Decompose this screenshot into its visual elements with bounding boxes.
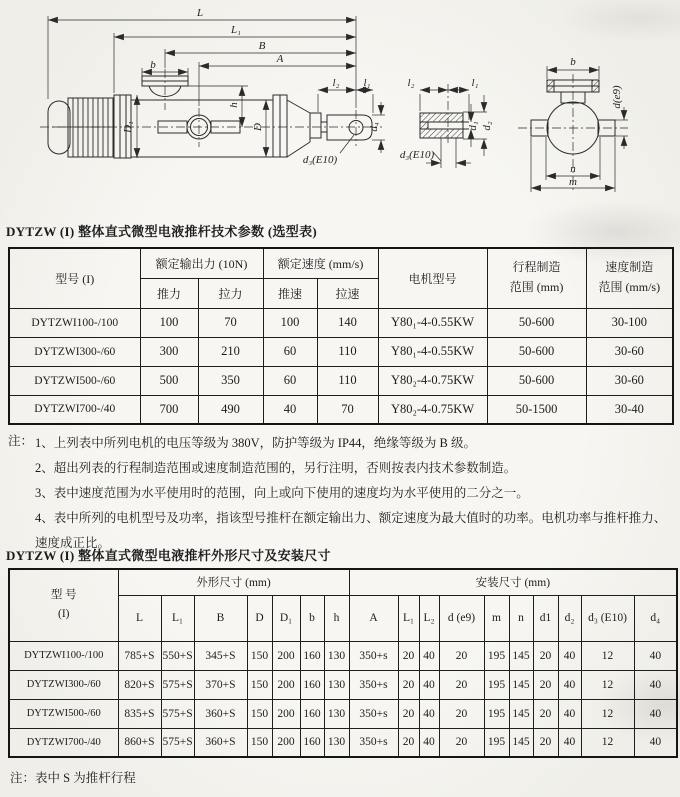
dim-label-l1-section: l₁	[471, 77, 479, 89]
table-cell: Y80₁-4-0.55KW	[378, 308, 487, 337]
speed-range-line1: 速度制造	[605, 260, 654, 275]
dim-label-d2: d₂	[481, 121, 493, 131]
end-view-dimensions	[531, 66, 628, 192]
col-b: b	[300, 595, 324, 641]
table-cell: 20	[439, 641, 484, 670]
dim-label-d1: d₁	[467, 121, 479, 131]
column-header-push-speed: 推速	[263, 278, 317, 308]
table-cell: 40	[419, 641, 439, 670]
table-cell: 20	[533, 699, 558, 728]
table-cell: 360+S	[194, 728, 247, 757]
technical-drawings	[0, 0, 680, 218]
table-cell: 100	[140, 308, 198, 337]
table-cell: 860+S	[118, 728, 161, 757]
note-item-2: 2、超出列表的行程制造范围或速度制造范围的，另行注明，否则按表内技术参数制造。	[35, 461, 517, 475]
table-cell: 40	[558, 699, 581, 728]
table-cell: 350	[198, 366, 263, 395]
column-header-stroke-range	[487, 248, 586, 308]
dim-label-h: h	[228, 102, 240, 108]
table-cell: 200	[272, 699, 300, 728]
table-cell: 50-600	[487, 366, 586, 395]
table-cell: 160	[300, 641, 324, 670]
col-L2: L₂	[419, 595, 439, 641]
dim-label-l1: l₁	[363, 77, 371, 89]
collar	[310, 113, 321, 138]
col-d4: d₄	[634, 595, 677, 641]
model-cell: DYTZWI500-/60	[9, 699, 118, 728]
table-cell: 150	[247, 728, 272, 757]
table-cell: 70	[317, 395, 378, 424]
dim-label-d4: d₄	[368, 122, 380, 132]
table-cell: 30-60	[586, 366, 673, 395]
table-row	[9, 395, 673, 424]
col-h: h	[324, 595, 349, 641]
table-cell: 20	[439, 670, 484, 699]
table-row	[9, 337, 673, 366]
table-cell: 20	[398, 728, 419, 757]
table-cell: 40	[634, 728, 677, 757]
table-cell: 160	[300, 728, 324, 757]
table-row	[9, 641, 677, 670]
col-d3-E10: d₃ (E10)	[581, 595, 634, 641]
table-cell: 30-100	[586, 308, 673, 337]
stroke-range-line2: 范围 (mm)	[509, 280, 564, 295]
motor-end-cap	[48, 101, 70, 154]
column-header-speed-range	[586, 248, 673, 308]
column-header-motor: 电机型号	[378, 248, 487, 308]
notes-block	[8, 431, 674, 556]
table-cell: 145	[509, 641, 533, 670]
table-cell: 20	[533, 641, 558, 670]
model-cell: DYTZWI300-/60	[9, 337, 140, 366]
notes-label: 注：	[8, 434, 34, 448]
table-cell: 145	[509, 699, 533, 728]
table-cell: 300	[140, 337, 198, 366]
section2-heading: DYTZW (I) 整体直式微型电液推杆外形尺寸及安装尺寸	[6, 548, 331, 563]
col-m: m	[484, 595, 509, 641]
table-cell: 140	[317, 308, 378, 337]
model-cell: DYTZWI100-/100	[9, 641, 118, 670]
dim-label-A: A	[276, 53, 284, 65]
table-cell: 40	[558, 670, 581, 699]
table-cell: 40	[419, 670, 439, 699]
table-cell: 130	[324, 670, 349, 699]
col-L: L	[118, 595, 161, 641]
centerlines	[40, 69, 382, 147]
table-cell: 350+s	[349, 699, 398, 728]
table-cell: 20	[533, 670, 558, 699]
dim-label-D1: D₁	[122, 121, 134, 133]
col-D1: D₁	[272, 595, 300, 641]
table-cell: 145	[509, 670, 533, 699]
column-header-speed-group: 额定速度 (mm/s)	[263, 248, 378, 278]
table-cell: 40	[558, 641, 581, 670]
section1-heading: DYTZW (I) 整体直式微型电液推杆技术参数 (选型表)	[6, 224, 318, 239]
table-row	[9, 699, 677, 728]
model-cell: DYTZWI100-/100	[9, 308, 140, 337]
note-item-4: 4、表中所列的电机型号及功率，指该型号推杆在额定输出力、额定速度为最大值时的功率。电机功率与推杆推力、速度成正比。	[35, 511, 667, 550]
table-cell: 40	[634, 670, 677, 699]
dim-label-d3-section: d₃(E10)	[399, 149, 435, 161]
table-header-row	[9, 248, 673, 278]
table-cell: 785+S	[118, 641, 161, 670]
table-cell: 200	[272, 670, 300, 699]
table-cell: 575+S	[161, 699, 194, 728]
dim-label-n: n	[570, 163, 576, 175]
dim-label-b: b	[150, 59, 156, 71]
col-L1: L₁	[161, 595, 194, 641]
spec-table	[8, 247, 674, 425]
group-header-outline-dims: 外形尺寸 (mm)	[118, 569, 349, 595]
col-n: n	[509, 595, 533, 641]
dim-label-L: L	[196, 7, 204, 19]
table-cell: 370+S	[194, 670, 247, 699]
table-cell: 350+s	[349, 670, 398, 699]
column-header-model2	[9, 569, 118, 641]
cone	[287, 100, 310, 157]
column-header-pull-force: 拉力	[198, 278, 263, 308]
dimensions-table	[8, 568, 678, 758]
table-cell: 40	[263, 395, 317, 424]
table-cell: 100	[263, 308, 317, 337]
motor-fins	[73, 98, 108, 157]
table-row	[9, 308, 673, 337]
table-cell: 195	[484, 641, 509, 670]
model-header-line2: (I)	[58, 608, 70, 621]
col-d1: d1	[533, 595, 558, 641]
table-cell: 200	[272, 641, 300, 670]
model-cell: DYTZWI300-/60	[9, 670, 118, 699]
table-cell: 20	[533, 728, 558, 757]
speed-range-line2: 范围 (mm/s)	[598, 280, 661, 295]
table-cell: 150	[247, 641, 272, 670]
note-item-1: 1、上列表中所列电机的电压等级为 380V，防护等级为 IP44，绝缘等级为 B 级。	[35, 436, 476, 450]
model-cell: DYTZWI700-/40	[9, 395, 140, 424]
table-cell: 350+s	[349, 641, 398, 670]
table-cell: 195	[484, 699, 509, 728]
col-B: B	[194, 595, 247, 641]
table-cell: 40	[558, 728, 581, 757]
table-cell: 40	[634, 641, 677, 670]
table-cell: 345+S	[194, 641, 247, 670]
table-cell: 150	[247, 670, 272, 699]
table-cell: Y80₁-4-0.55KW	[378, 337, 487, 366]
table-row	[9, 366, 673, 395]
column-header-model: 型号 (I)	[9, 248, 140, 308]
table-cell: 50-600	[487, 337, 586, 366]
table-cell: 12	[581, 699, 634, 728]
table-cell: 160	[300, 670, 324, 699]
table-cell: 12	[581, 641, 634, 670]
table-row	[9, 670, 677, 699]
dim-label-b-end: b	[570, 56, 576, 68]
column-header-force-group: 额定输出力 (10N)	[140, 248, 263, 278]
stroke-range-line1: 行程制造	[512, 260, 561, 275]
table-cell: 20	[439, 728, 484, 757]
table-cell: 550+S	[161, 641, 194, 670]
table-cell: 60	[263, 337, 317, 366]
stroke-note: 注：表中 S 为推杆行程	[10, 771, 136, 785]
table-cell: 195	[484, 728, 509, 757]
dim-label-d3: d₃(E10)	[302, 154, 338, 166]
table-cell: 60	[263, 366, 317, 395]
clevis-section-drawing	[420, 113, 469, 138]
table-cell: 350+s	[349, 728, 398, 757]
table-cell: 30-60	[586, 337, 673, 366]
table-cell: 490	[198, 395, 263, 424]
col-d2: d₂	[558, 595, 581, 641]
note-item-3: 3、表中速度范围为水平使用时的范围，向上或向下使用的速度均为水平使用的二分之一。	[35, 486, 529, 500]
table-cell: 575+S	[161, 670, 194, 699]
column-header-pull-speed: 拉速	[317, 278, 378, 308]
table-cell: 20	[398, 641, 419, 670]
table-cell: 50-600	[487, 308, 586, 337]
col-D: D	[247, 595, 272, 641]
dim-label-l2-section: l₂	[407, 77, 415, 89]
table-cell: 12	[581, 728, 634, 757]
column-header-push-force: 推力	[140, 278, 198, 308]
table-cell: 110	[317, 337, 378, 366]
table-cell: 110	[317, 366, 378, 395]
group-header-install-dims: 安装尺寸 (mm)	[349, 569, 677, 595]
table-row	[9, 728, 677, 757]
dim-label-m: m	[569, 176, 577, 188]
dim-label-B: B	[258, 40, 266, 52]
side-view-drawing	[48, 76, 372, 158]
table-cell: Y80₂-4-0.75KW	[378, 366, 487, 395]
dim-label-d-e9: d(e9)	[611, 85, 623, 109]
dim-label-l2: l₂	[332, 77, 340, 89]
col-d-e9: d (e9)	[439, 595, 484, 641]
table-cell: 12	[581, 670, 634, 699]
dim-label-L1: L₁	[231, 24, 241, 36]
table-cell: Y80₂-4-0.75KW	[378, 395, 487, 424]
table-cell: 835+S	[118, 699, 161, 728]
table-cell: 30-40	[586, 395, 673, 424]
table-cell: 40	[419, 699, 439, 728]
motor-fin-block	[68, 98, 113, 157]
table-cell: 360+S	[194, 699, 247, 728]
table-cell: 130	[324, 641, 349, 670]
table-cell: 20	[398, 670, 419, 699]
col-A: A	[349, 595, 398, 641]
table-cell: 20	[398, 699, 419, 728]
dim-label-D: D	[252, 123, 264, 131]
col-L1-install: L₁	[398, 595, 419, 641]
table-cell: 40	[634, 699, 677, 728]
table-cell: 50-1500	[487, 395, 586, 424]
table-cell: 40	[419, 728, 439, 757]
table-cell: 210	[198, 337, 263, 366]
notes-list	[35, 431, 674, 556]
table-cell: 575+S	[161, 728, 194, 757]
table-cell: 200	[272, 728, 300, 757]
table-cell: 700	[140, 395, 198, 424]
model-cell: DYTZWI500-/60	[9, 366, 140, 395]
table-cell: 70	[198, 308, 263, 337]
table-cell: 130	[324, 728, 349, 757]
model-cell: DYTZWI700-/40	[9, 728, 118, 757]
table-cell: 195	[484, 670, 509, 699]
table-group-header-row	[9, 569, 677, 595]
table-cell: 145	[509, 728, 533, 757]
table-cell: 500	[140, 366, 198, 395]
table-cell: 150	[247, 699, 272, 728]
table-cell: 20	[439, 699, 484, 728]
table-cell: 130	[324, 699, 349, 728]
table-cell: 160	[300, 699, 324, 728]
table-cell: 820+S	[118, 670, 161, 699]
model-header-line1: 型 号	[50, 589, 77, 602]
